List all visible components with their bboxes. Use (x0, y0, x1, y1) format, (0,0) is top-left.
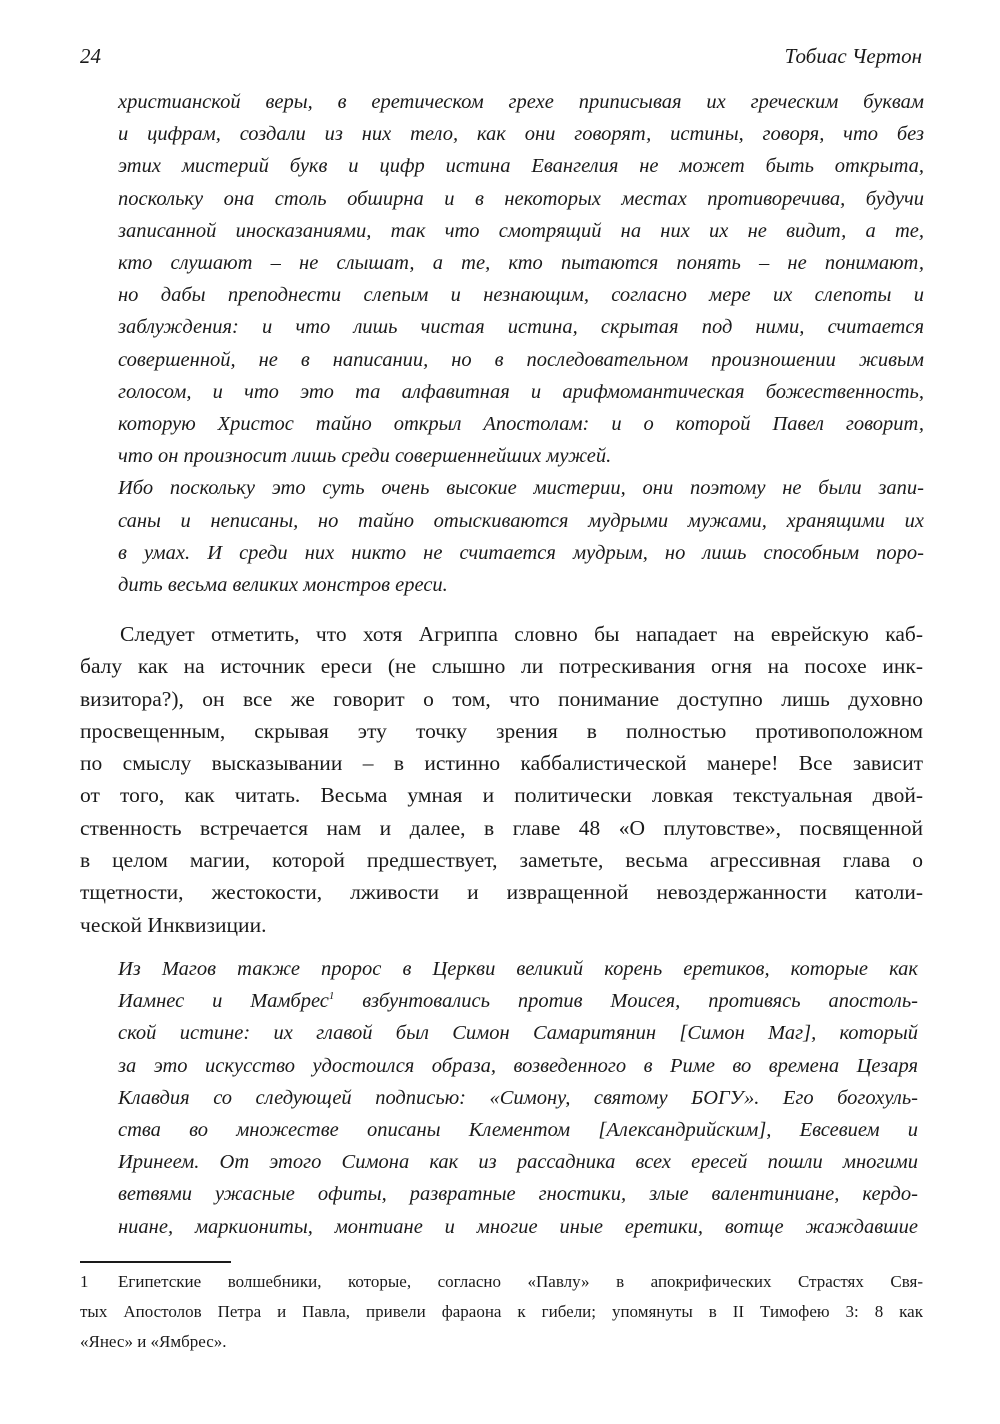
quote-line: ветвями ужасные офиты, развратные гностики, злые валентиниане, кердо- (118, 1183, 918, 1206)
paragraph-line: по смыслу высказывании – в истинно каббалистической манере! Все зависит (80, 751, 923, 776)
quote-line: но дабы преподнести слепым и незнающим, согласно мере их слепоты и (118, 284, 924, 307)
quote-line: поскольку она столь обширна и в некоторых местах противоречива, будучи (118, 187, 924, 210)
quote-line: саны и неписаны, но тайно отыскиваются мудрыми мужами, хранящими их (118, 509, 924, 532)
running-head: Тобиас Чертон (784, 44, 922, 68)
footnote-separator (80, 1261, 231, 1263)
footnote-line (80, 1267, 923, 1297)
quote-line: что он произносит лишь среди совершеннейших мужей. (118, 445, 612, 468)
paragraph-line: ческой Инквизиции. (80, 912, 267, 937)
footnote-text: Египетские волшебники, которые, согласно «Павлу» в апокрифических Страстях Свя- (118, 1272, 923, 1291)
paragraph-line: визитора?), он все же говорит о том, что понимание доступно лишь духовно (80, 686, 923, 711)
paragraph-line: Следует отметить, что хотя Агриппа словно бы нападает на еврейскую каб- (120, 622, 923, 646)
quote-line: ниане, маркиониты, монтиане и многие иные еретики, вотще жаждавшие (118, 1215, 918, 1238)
quote-line: христианской веры, в еретическом грехе приписывая их греческим буквам (118, 91, 924, 113)
footnote-number: 1 (80, 1272, 89, 1291)
quote-line: ской истине: их главой был Симон Самаритянин [Симон Маг], который (118, 1022, 918, 1045)
quote-line: и цифрам, создали из них тело, как они говорят, истины, говоря, что без (118, 123, 924, 146)
paragraph-line: тщетности, жестокости, лживости и извращенной невоздержанности католи- (80, 880, 923, 905)
page-number: 24 (80, 44, 101, 68)
paragraph-line: от того, как читать. Весьма умная и политически ловкая текстуальная двой- (80, 783, 923, 808)
quote-line: Из Магов также пророс в Церкви великий корень еретиков, которые как (118, 958, 918, 980)
quote-line: голосом, и что это та алфавитная и арифмомантическая божественность, (118, 380, 924, 403)
quote-line: ства во множестве описаны Клементом [Александрийским], Евсевием и (118, 1119, 918, 1142)
quote-line: которую Христос тайно открыл Апостолам: и о которой Павел говорит, (118, 413, 924, 436)
quote-line (118, 985, 918, 1017)
quote-line: Иринеем. От этого Симона как из рассадника всех ересей пошли многими (118, 1151, 918, 1174)
quote-line: заблуждения: и что лишь чистая истина, скрытая под ними, считается (118, 316, 924, 339)
quote-line: дить весьма великих монстров ереси. (118, 574, 448, 597)
footnote-reference[interactable]: 1 (328, 990, 335, 1003)
quote-line: этих мистерий букв и цифр истина Евангелия не может быть открыта, (118, 155, 924, 178)
paragraph-line: в целом магии, которой предшествует, заметьте, весьма агрессивная глава о (80, 848, 923, 873)
quote-line: Ибо поскольку это суть очень высокие мистерии, они поэтому не были запи- (118, 477, 924, 500)
quote-line: за это искусство удостоился образа, возведенного в Риме во времена Цезаря (118, 1054, 918, 1077)
paragraph-line: просвещенным, скрывая эту точку зрения в полностью противоположном (80, 718, 923, 743)
quote-text: взбунтовались против Моисея, противясь апостоль- (334, 990, 918, 1013)
quote-line: кто слушают – не слышат, а те, кто пытаются понять – не понимают, (118, 252, 924, 275)
quote-text: Иамнес и Мамбрес (118, 990, 329, 1013)
block-quote-1 (118, 86, 924, 601)
quote-line: записанной иносказаниями, так что смотрящий на них их не видит, а те, (118, 219, 924, 242)
paragraph-line: балу как на источник ереси (не слышно ли потрескивания огня на посохе инк- (80, 654, 923, 679)
paragraph-line: ственность встречается нам и далее, в главе 48 «О плутовстве», посвященной (80, 815, 923, 840)
block-quote-2 (118, 953, 918, 1243)
quote-line: Клавдия со следующей подписью: «Симону, святому БОГУ». Его богохуль- (118, 1086, 918, 1109)
body-paragraph (80, 618, 923, 941)
quote-line: в умах. И среди них никто не считается мудрым, но лишь способным поро- (118, 541, 924, 564)
footnote-line: «Янес» и «Ямбрес». (80, 1332, 227, 1351)
footnote-line: тых Апостолов Петра и Павла, привели фараона к гибели; упомянуты в II Тимофею 3: 8 как (80, 1302, 923, 1321)
quote-line: совершенной, не в написании, но в последовательном произношении живым (118, 348, 924, 371)
footnote (80, 1267, 923, 1357)
